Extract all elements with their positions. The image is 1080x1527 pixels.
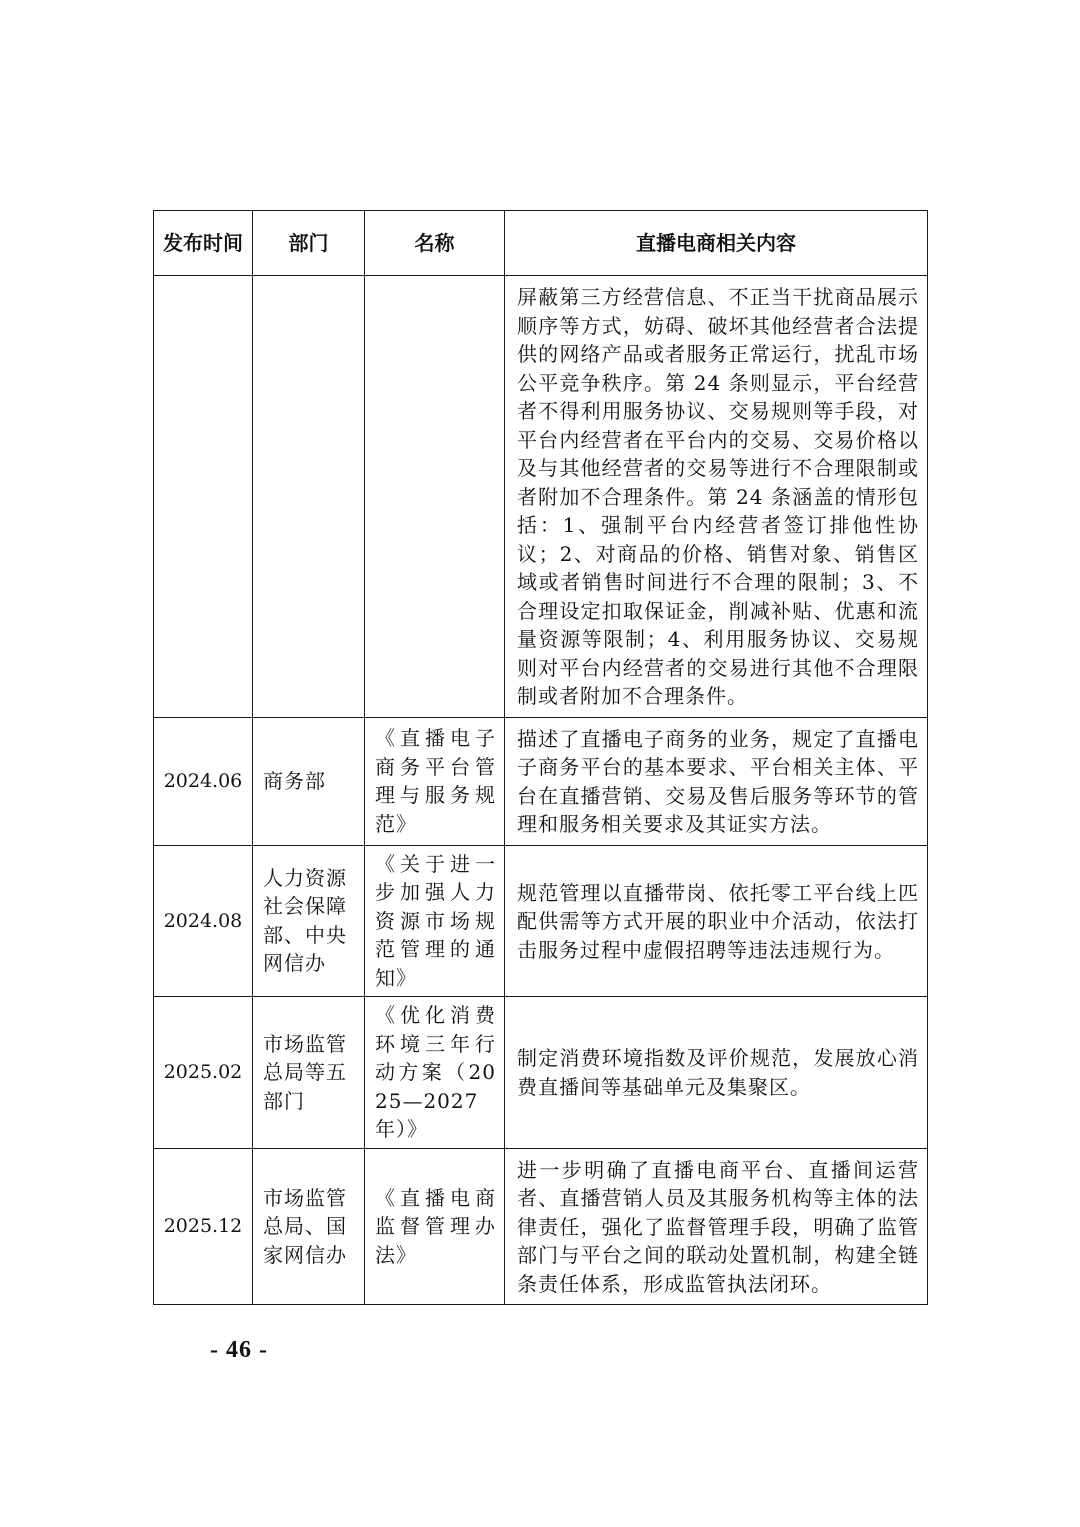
- cell-date: 2024.06: [154, 717, 253, 845]
- table-row: [154, 276, 928, 718]
- cell-date: 2025.12: [154, 1148, 253, 1305]
- cell-department: [253, 276, 365, 718]
- cell-name: 《直播电商监督管理办法》: [365, 1148, 505, 1305]
- table-row: [154, 1148, 928, 1305]
- header-department-label: 部门: [288, 231, 329, 255]
- table-row: [154, 997, 928, 1149]
- cell-content: 规范管理以直播带岗、依托零工平台线上匹配供需等方式开展的职业中介活动，依法打击服务过程中虚假招聘等违法违规行为。: [505, 845, 928, 997]
- cell-date: [154, 276, 253, 718]
- header-date: [154, 211, 253, 276]
- cell-content: 描述了直播电子商务的业务，规定了直播电子商务平台的基本要求、平台相关主体、平台在直播营销、交易及售后服务等环节的管理和服务相关要求及其证实方法。: [505, 717, 928, 845]
- header-content: [505, 211, 928, 276]
- table-header-row: [154, 211, 928, 276]
- header-name: [365, 211, 505, 276]
- cell-content: 制定消费环境指数及评价规范，发展放心消费直播间等基础单元及集聚区。: [505, 997, 928, 1149]
- cell-name: 《关于进一步加强人力资源市场规范管理的通知》: [365, 845, 505, 997]
- table-row: [154, 717, 928, 845]
- cell-date: 2025.02: [154, 997, 253, 1149]
- cell-name: 《直播电子商务平台管理与服务规范》: [365, 717, 505, 845]
- header-content-label: 直播电商相关内容: [636, 231, 796, 255]
- cell-department: 市场监管总局等五部门: [253, 997, 365, 1149]
- header-date-label: 发布时间: [163, 231, 243, 255]
- table-row: [154, 845, 928, 997]
- cell-department: 商务部: [253, 717, 365, 845]
- header-name-label: 名称: [414, 231, 455, 255]
- cell-name: 《优化消费环境三年行动方案（2025—2027 年）》: [365, 997, 505, 1149]
- policy-table: [153, 210, 928, 1305]
- cell-content: 屏蔽第三方经营信息、不正当干扰商品展示顺序等方式，妨碍、破坏其他经营者合法提供的网络产品或者服务正常运行，扰乱市场公平竞争秩序。第 24 条则显示，平台经营者不得利用服务协议、交易规则等手段，对平台内经营者在平台内的交易、交易价格以及与其他经营者的交易等进行不合理限制或者附加不合理条件。第 24 条涵盖的情形包括：1、强制平台内经营者签订排他性协议；2、对商品的价格、销售对象、销售区域或者销售时间进行不合理的限制；3、不合理设定扣取保证金，削减补贴、优惠和流量资源等限制；4、利用服务协议、交易规则对平台内经营者的交易进行其他不合理限制或者附加不合理条件。: [505, 276, 928, 718]
- header-department: [253, 211, 365, 276]
- cell-name: [365, 276, 505, 718]
- cell-content: 进一步明确了直播电商平台、直播间运营者、直播营销人员及其服务机构等主体的法律责任，强化了监督管理手段，明确了监管部门与平台之间的联动处置机制，构建全链条责任体系，形成监管执法闭环。: [505, 1148, 928, 1305]
- cell-date: 2024.08: [154, 845, 253, 997]
- cell-department: 市场监管总局、国家网信办: [253, 1148, 365, 1305]
- page-number: - 46 -: [210, 1337, 268, 1363]
- cell-department: 人力资源社会保障部、中央网信办: [253, 845, 365, 997]
